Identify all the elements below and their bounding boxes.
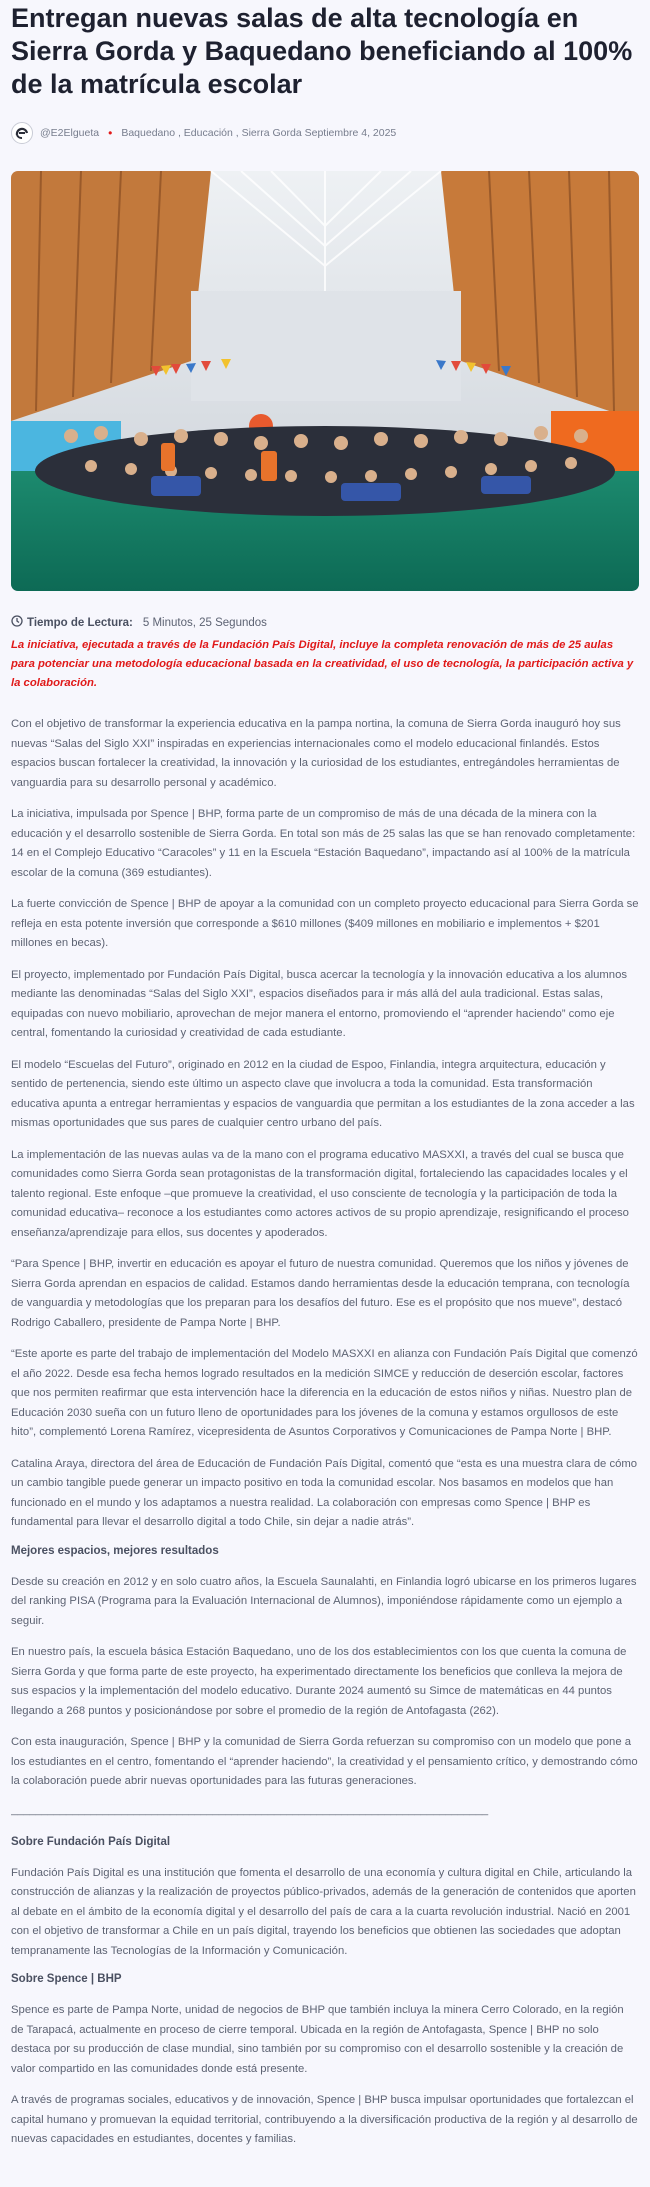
- paragraph: El proyecto, implementado por Fundación País Digital, busca acercar la tecnología y la innovación educativa a los alumnos mediante las denominadas “Salas del Siglo XXI”, espacios diseñados para ir más allá del aula tradicional. Estas salas, equipadas con nuevo mobiliario, aprovechan de mejor manera el entorno, promoviendo el “aprender haciendo” como eje central, fomentando la curiosidad y creatividad de cada estudiante.: [11, 968, 628, 1039]
- paragraph: “Este aporte es parte del trabajo de implementación del Modelo MASXXI en alianza con Fundación País Digital que comenzó el año 2022. Desde esa fecha hemos logrado resultados en la medición SIMCE y reducción de deserción escolar, factores que nos permiten reafirmar que esta intervención hace la diferencia en la educación de estos niños y niñas. Nuestro plan de Educación 2030 sueña con un futuro lleno de oportunidades para los jóvenes de la comuna y estamos orgullosos de este hito”, complementó Lorena Ramírez, vicepresidenta de Asuntos Corporativos y Comunicaciones de Pampa Norte | BHP.: [11, 1348, 638, 1438]
- paragraph: Spence es parte de Pampa Norte, unidad de negocios de BHP que también incluya la minera Cerro Colorado, en la región de Tarapacá, actualmente en proceso de cierre temporal. Ubicada en la región de Antofagasta, Spence | BHP no solo destaca por su producción de clase mundial, sino también por su compromiso con el desarrollo sostenible y la creación de valor compartido en las comunidades donde está presente.: [11, 2004, 624, 2075]
- categories-date[interactable]: Baquedano , Educación , Sierra Gorda Septiembre 4, 2025: [121, 127, 397, 139]
- paragraph: El modelo “Escuelas del Futuro”, originado en 2012 en la ciudad de Espoo, Finlandia, integra arquitectura, educación y sentido de pertenencia, siendo este último un aspecto clave que involucra a toda la comunidad. Esta transformación educativa apunta a entregar herramientas y espacios de vanguardia que permitan a los estudiantes de la zona acceder a las mismas oportunidades que sus pares de cualquier centro urbano del país.: [11, 1058, 635, 1129]
- read-time-value: 5 Minutos, 25 Segundos: [142, 616, 267, 629]
- section-heading: Sobre Fundación País Digital: [11, 1835, 171, 1848]
- paragraph: Con esta inauguración, Spence | BHP y la comunidad de Sierra Gorda refuerzan su compromiso con un modelo que pone a los estudiantes en el centro, fomentando el “aprender haciendo”, la creatividad y el pensamiento crítico, y demostrando cómo la colaboración puede abrir nuevas oportunidades para las futuras generaciones.: [11, 1736, 638, 1787]
- paragraph: La fuerte convicción de Spence | BHP de apoyar a la comunidad con un completo proyecto educacional para Sierra Gorda se refleja en esta potente inversión que corresponde a $610 millones ($409 millones en mobiliario e implementos + $201 millones en becas).: [11, 898, 639, 949]
- paragraph: La iniciativa, impulsada por Spence | BHP, forma parte de un compromiso de más de una década de la minera con la educación y el desarrollo sostenible de Sierra Gorda. En total son más de 25 salas las que se han renovado completamente: 14 en el Complejo Educativo “Caracoles” y 11 en la Escuela “Estación Baquedano”, impactando así al 100% de la matrícula escolar de la comuna (369 estudiantes).: [11, 808, 636, 879]
- divider: ______________________________________________________________________________: [11, 1803, 489, 1816]
- paragraph: Fundación País Digital es una institución que fomenta el desarrollo de una economía y cultura digital en Chile, articulando la construcción de alianzas y la realización de proyectos público-privados, además de la generación de contenidos que aporten al debate en el ámbito de la economía digital y el desarrollo del país de cara a la cuarta revolución industrial. Nació en 2001 con el objetivo de transformar a Chile en un país digital, trayendo los beneficios que obtienen las sociedades que adoptan tempranamente las Tecnologías de la Información y Comunicación.: [11, 1866, 636, 1957]
- hero-image: [11, 171, 639, 591]
- paragraph: Con el objetivo de transformar la experiencia educativa en la pampa nortina, la comuna de Sierra Gorda inauguró hoy sus nuevas “Salas del Siglo XXI” inspiradas en experiencias internacionales como el modelo educacional finlandés. Estos espacios buscan fortalecer la creatividad, la innovación y la curiosidad de los estudiantes, entregándoles herramientas de vanguardia para su desarrollo personal y académico.: [11, 718, 621, 789]
- author-link[interactable]: @E2Elgueta: [40, 127, 100, 139]
- read-time: [11, 615, 639, 630]
- read-time-label: Tiempo de Lectura:: [27, 616, 133, 629]
- paragraph: La implementación de las nuevas aulas va de la mano con el programa educativo MASXXI, a través del cual se busca que comunidades como Sierra Gorda sean protagonistas de la transformación digital, fortaleciendo las capacidades locales y el talento regional. Este enfoque –que promueve la creatividad, el uso consciente de tecnología y la participación de toda la comunidad educativa– reconoce a los estudiantes como actores activos de su propio aprendizaje, resignificando el proceso enseñanza/aprendizaje para ellos, sus docentes y apoderados.: [11, 1148, 629, 1239]
- paragraph: “Para Spence | BHP, invertir en educación es apoyar el futuro de nuestra comunidad. Queremos que los niños y jóvenes de Sierra Gorda aprendan en espacios de calidad. Estamos dando herramientas desde la educación temprana, con tecnología de vanguardia y metodologías que los preparan para los desafíos del futuro. Ese es el propósito que nos mueve”, destacó Rodrigo Caballero, presidente de Pampa Norte | BHP.: [11, 1258, 630, 1329]
- paragraph: Catalina Araya, directora del área de Educación de Fundación País Digital, comentó que “esta es una muestra clara de cómo un cambio tangible puede generar un impacto positivo en toda la comunidad escolar. Nos basamos en modelos que han funcionado en el mundo y los adaptamos a nuestra realidad. La colaboración con empresas como Spence | BHP es fundamental para llevar el desarrollo digital a todo Chile, sin dejar a nadie atrás”.: [11, 1457, 638, 1528]
- clock-icon: [11, 615, 23, 630]
- paragraph: Desde su creación en 2012 y en solo cuatro años, la Escuela Saunalahti, en Finlandia logró ubicarse en los primeros lugares del ranking PISA (Programa para la Evaluación Internacional de Alumnos), imponiéndose rápidamente como un ejemplo a seguir.: [11, 1575, 637, 1627]
- separator-dot: •: [108, 126, 113, 140]
- article-title: Entregan nuevas salas de alta tecnología en Sierra Gorda y Baquedano beneficiando al 100% de la matrícula escolar: [11, 3, 633, 99]
- avatar-icon[interactable]: [11, 122, 33, 144]
- paragraph: En nuestro país, la escuela básica Estación Baquedano, uno de los dos establecimientos con los que cuenta la comuna de Sierra Gorda y que forma parte de este proyecto, ha experimentado directamente los beneficios que conlleva la mejora de sus espacios y la implementación del modelo educativo. Durante 2024 aumentó su Simce de matemáticas en 44 puntos llegando a 268 puntos y posicionándose por sobre el promedio de la región de Antofagasta (262).: [11, 1646, 627, 1717]
- section-heading: Sobre Spence | BHP: [11, 1973, 122, 1985]
- section-heading: Mejores espacios, mejores resultados: [11, 1544, 219, 1557]
- article-lead: La iniciativa, ejecutada a través de la Fundación País Digital, incluye la completa renovación de más de 25 aulas para potenciar una metodología educacional basada en la creatividad, el uso de tecnología, la participación activa y la colaboración.: [11, 639, 634, 689]
- article-meta: [11, 119, 639, 147]
- paragraph: A través de programas sociales, educativos y de innovación, Spence | BHP busca impulsar oportunidades que fortalezcan el capital humano y promuevan la equidad territorial, contribuyendo a la diversificación productiva de la región y al desarrollo de nuevas capacidades en estudiantes, docentes y familias.: [11, 2094, 638, 2145]
